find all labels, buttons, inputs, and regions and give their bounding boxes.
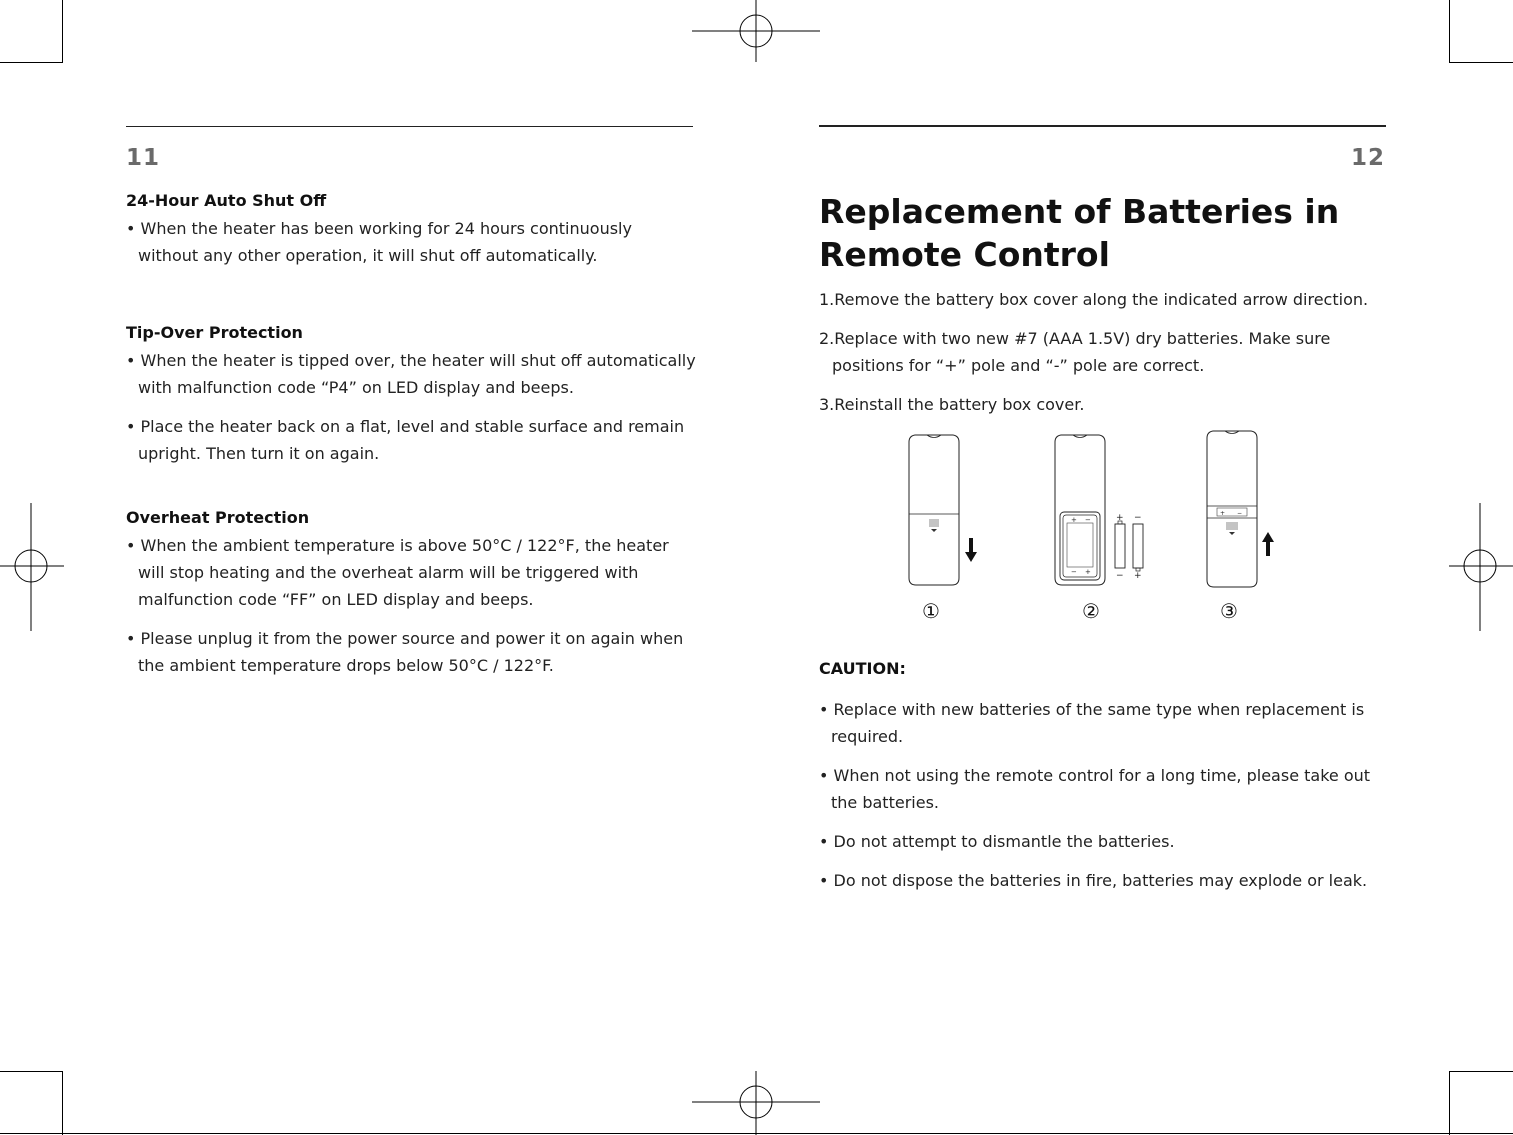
remote-control-icon	[1207, 431, 1257, 587]
page-number: 12	[1351, 145, 1386, 171]
bullet-item: • When the ambient temperature is above 50°C / 122°F, the heater will stop heating and the overheat alarm will be triggered with malfunction code “FF” on LED display and beeps.	[126, 536, 669, 609]
section-auto-shut-off	[126, 190, 696, 269]
caution-section	[819, 658, 1389, 894]
page-title	[819, 190, 1399, 276]
battery-replacement-figure	[897, 428, 1297, 628]
battery-icon	[1115, 513, 1125, 581]
svg-text:−: −	[1085, 516, 1091, 524]
caution-item: • Do not dispose the batteries in fire, batteries may explode or leak.	[819, 871, 1368, 890]
section-tip-over	[126, 322, 696, 467]
header-rule	[126, 126, 693, 127]
bullet-item: • Please unplug it from the power source and power it on again when the ambient temperature drops below 50°C / 122°F.	[126, 629, 684, 675]
svg-text:+: +	[1220, 510, 1226, 517]
bullet-item: • When the heater has been working for 24 hours continuously without any other operation, it will shut off automatically.	[126, 219, 632, 265]
section-heading: Tip-Over Protection	[126, 323, 303, 342]
svg-text:+: +	[1116, 513, 1124, 523]
svg-text:−: −	[1134, 513, 1142, 523]
section-heading: 24-Hour Auto Shut Off	[126, 191, 327, 210]
right-page	[757, 0, 1513, 1135]
figure-label: ②	[1082, 599, 1100, 623]
caution-item: • When not using the remote control for a long time, please take out the batteries.	[819, 766, 1371, 812]
title-line: Remote Control	[819, 235, 1110, 274]
header-rule	[819, 125, 1386, 127]
svg-text:−: −	[1116, 571, 1124, 581]
bullet-item: • When the heater is tipped over, the heater will shut off automatically with malfunction code “P4” on LED display and beeps.	[126, 351, 696, 397]
page-number: 11	[126, 145, 161, 171]
arrow-up-icon	[1262, 532, 1274, 556]
caution-heading: CAUTION:	[819, 659, 906, 678]
steps-list	[819, 286, 1389, 418]
arrow-down-icon	[965, 538, 977, 562]
figure-label: ③	[1220, 599, 1238, 623]
svg-text:+: +	[1071, 516, 1077, 524]
svg-text:−: −	[1237, 510, 1243, 517]
left-page	[0, 0, 756, 1135]
caution-item: • Replace with new batteries of the same type when replacement is required.	[819, 700, 1365, 746]
remote-control-icon	[1055, 435, 1105, 585]
svg-text:+: +	[1085, 568, 1091, 576]
caution-item: • Do not attempt to dismantle the batteries.	[819, 832, 1175, 851]
step-item: 3.Reinstall the battery box cover.	[819, 395, 1085, 414]
figure-label: ①	[922, 599, 940, 623]
section-heading: Overheat Protection	[126, 508, 310, 527]
step-item: 2.Replace with two new #7 (AAA 1.5V) dry batteries. Make sure positions for “+” pole and “-” pole are correct.	[819, 329, 1331, 375]
remote-control-icon	[909, 435, 959, 585]
svg-text:−: −	[1071, 568, 1077, 576]
battery-icon	[1133, 513, 1143, 581]
title-line: Replacement of Batteries in	[819, 192, 1340, 231]
svg-text:+: +	[1134, 571, 1142, 581]
bullet-item: • Place the heater back on a flat, level and stable surface and remain upright. Then turn it on again.	[126, 417, 685, 463]
step-item: 1.Remove the battery box cover along the indicated arrow direction.	[819, 290, 1369, 309]
section-overheat	[126, 507, 696, 679]
